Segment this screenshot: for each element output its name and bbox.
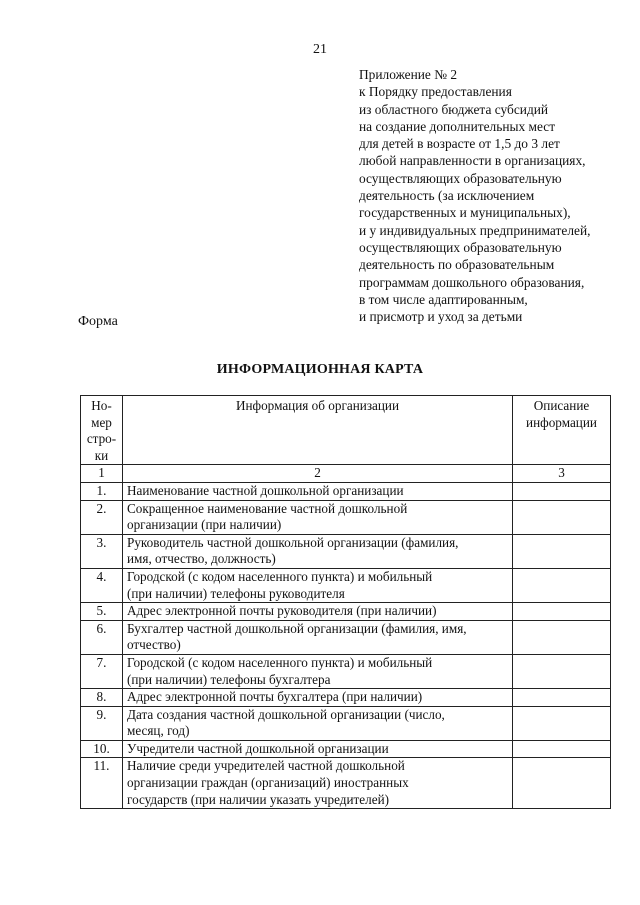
row-info-line: Городской (с кодом населенного пункта) и мобильный [126, 568, 433, 584]
row-info-line: Бухгалтер частной дошкольной организации (фамилия, имя, [126, 620, 467, 636]
row-number: 5. [81, 603, 123, 621]
row-info-line: отчество) [126, 637, 181, 653]
row-info-line: Адрес электронной почты руководителя (при наличии) [126, 603, 437, 619]
row-info-line: (при наличии) телефоны руководителя [126, 585, 345, 601]
row-number: 11. [81, 758, 123, 809]
row-number: 2. [81, 500, 123, 534]
appendix-line: осуществляющих образовательную [359, 170, 562, 186]
row-description-cell [513, 482, 611, 500]
table-row [81, 620, 611, 654]
column-number: 2 [122, 465, 512, 483]
table-row [81, 689, 611, 707]
header-number-line: стро- [86, 431, 117, 447]
row-info-line: Дата создания частной дошкольной организации (число, [126, 706, 445, 722]
header-description-line: Описание [533, 398, 590, 413]
appendix-line: и присмотр и уход за детьми [359, 309, 523, 325]
appendix-line: осуществляющих образовательную [359, 239, 562, 255]
table-row [81, 706, 611, 740]
row-info-line: Наличие среди учредителей частной дошкольной [126, 758, 405, 774]
row-number: 7. [81, 654, 123, 688]
row-description-cell [513, 620, 611, 654]
table-row [81, 568, 611, 602]
row-number: 1. [81, 482, 123, 500]
row-info-line: (при наличии) телефоны бухгалтера [126, 671, 331, 687]
document-title: ИНФОРМАЦИОННАЯ КАРТА [216, 362, 424, 377]
row-description-cell [513, 654, 611, 688]
row-description-cell [513, 500, 611, 534]
appendix-line: программам дошкольного образования, [359, 274, 585, 290]
header-row-number [81, 396, 123, 465]
form-label: Форма [78, 314, 118, 329]
header-description [513, 396, 611, 465]
row-info-text [122, 740, 512, 758]
column-number: 1 [81, 465, 123, 483]
row-number: 3. [81, 534, 123, 568]
row-info-line: организации (при наличии) [126, 517, 282, 533]
appendix-line: для детей в возрасте от 1,5 до 3 лет [359, 136, 560, 152]
row-info-line: Адрес электронной почты бухгалтера (при наличии) [126, 689, 423, 705]
row-info-text [122, 706, 512, 740]
row-info-line: Учредители частной дошкольной организации [126, 740, 389, 756]
row-info-text [122, 654, 512, 688]
row-description-cell [513, 568, 611, 602]
appendix-line: деятельность (за исключением [359, 188, 535, 204]
header-organization-info: Информация об организации [122, 396, 512, 465]
header-description-line: информации [526, 414, 597, 430]
row-description-cell [513, 534, 611, 568]
row-number: 8. [81, 689, 123, 707]
appendix-line: к Порядку предоставления [359, 84, 512, 100]
row-info-text [122, 620, 512, 654]
page-number: 21 [313, 42, 327, 57]
row-info-text [122, 482, 512, 500]
row-info-text [122, 500, 512, 534]
appendix-block [359, 66, 629, 325]
table-row [81, 740, 611, 758]
information-card-table [80, 395, 611, 809]
row-description-cell [513, 758, 611, 809]
row-description-cell [513, 740, 611, 758]
table-row [81, 654, 611, 688]
appendix-line: из областного бюджета субсидий [359, 101, 549, 117]
row-info-line: Городской (с кодом населенного пункта) и мобильный [126, 654, 433, 670]
row-info-line: месяц, год) [126, 723, 190, 739]
table-row [81, 482, 611, 500]
row-info-line: имя, отчество, должность) [126, 551, 276, 567]
row-description-cell [513, 603, 611, 621]
row-number: 4. [81, 568, 123, 602]
appendix-line: в том числе адаптированным, [359, 291, 528, 307]
row-info-line: государств (при наличии указать учредителей) [126, 791, 390, 807]
appendix-line: государственных и муниципальных), [359, 205, 571, 221]
row-number: 10. [81, 740, 123, 758]
table-row [81, 603, 611, 621]
table-row [81, 500, 611, 534]
appendix-line: на создание дополнительных мест [359, 118, 556, 134]
appendix-line: деятельность по образовательным [359, 257, 555, 273]
appendix-line: любой направленности в организациях, [359, 153, 586, 169]
appendix-line: Приложение № 2 [359, 67, 458, 82]
row-info-line: организации граждан (организаций) иностранных [126, 775, 409, 791]
row-info-text [122, 534, 512, 568]
row-info-line: Руководитель частной дошкольной организации (фамилия, [126, 534, 459, 550]
row-info-line: Сокращенное наименование частной дошкольной [126, 500, 408, 516]
row-description-cell [513, 689, 611, 707]
row-description-cell [513, 706, 611, 740]
row-number: 6. [81, 620, 123, 654]
row-info-text [122, 758, 512, 809]
table-row [81, 534, 611, 568]
row-info-line: Наименование частной дошкольной организации [126, 482, 404, 498]
row-info-text [122, 568, 512, 602]
header-number-line: мер [91, 414, 112, 430]
row-info-text [122, 603, 512, 621]
row-info-text [122, 689, 512, 707]
header-number-line: ки [94, 447, 109, 463]
column-number-row [81, 465, 611, 483]
appendix-line: и у индивидуальных предпринимателей, [359, 222, 591, 238]
table-header-row [81, 396, 611, 465]
row-number: 9. [81, 706, 123, 740]
table-row [81, 758, 611, 809]
column-number: 3 [513, 465, 611, 483]
header-number-line: Но- [91, 398, 112, 413]
